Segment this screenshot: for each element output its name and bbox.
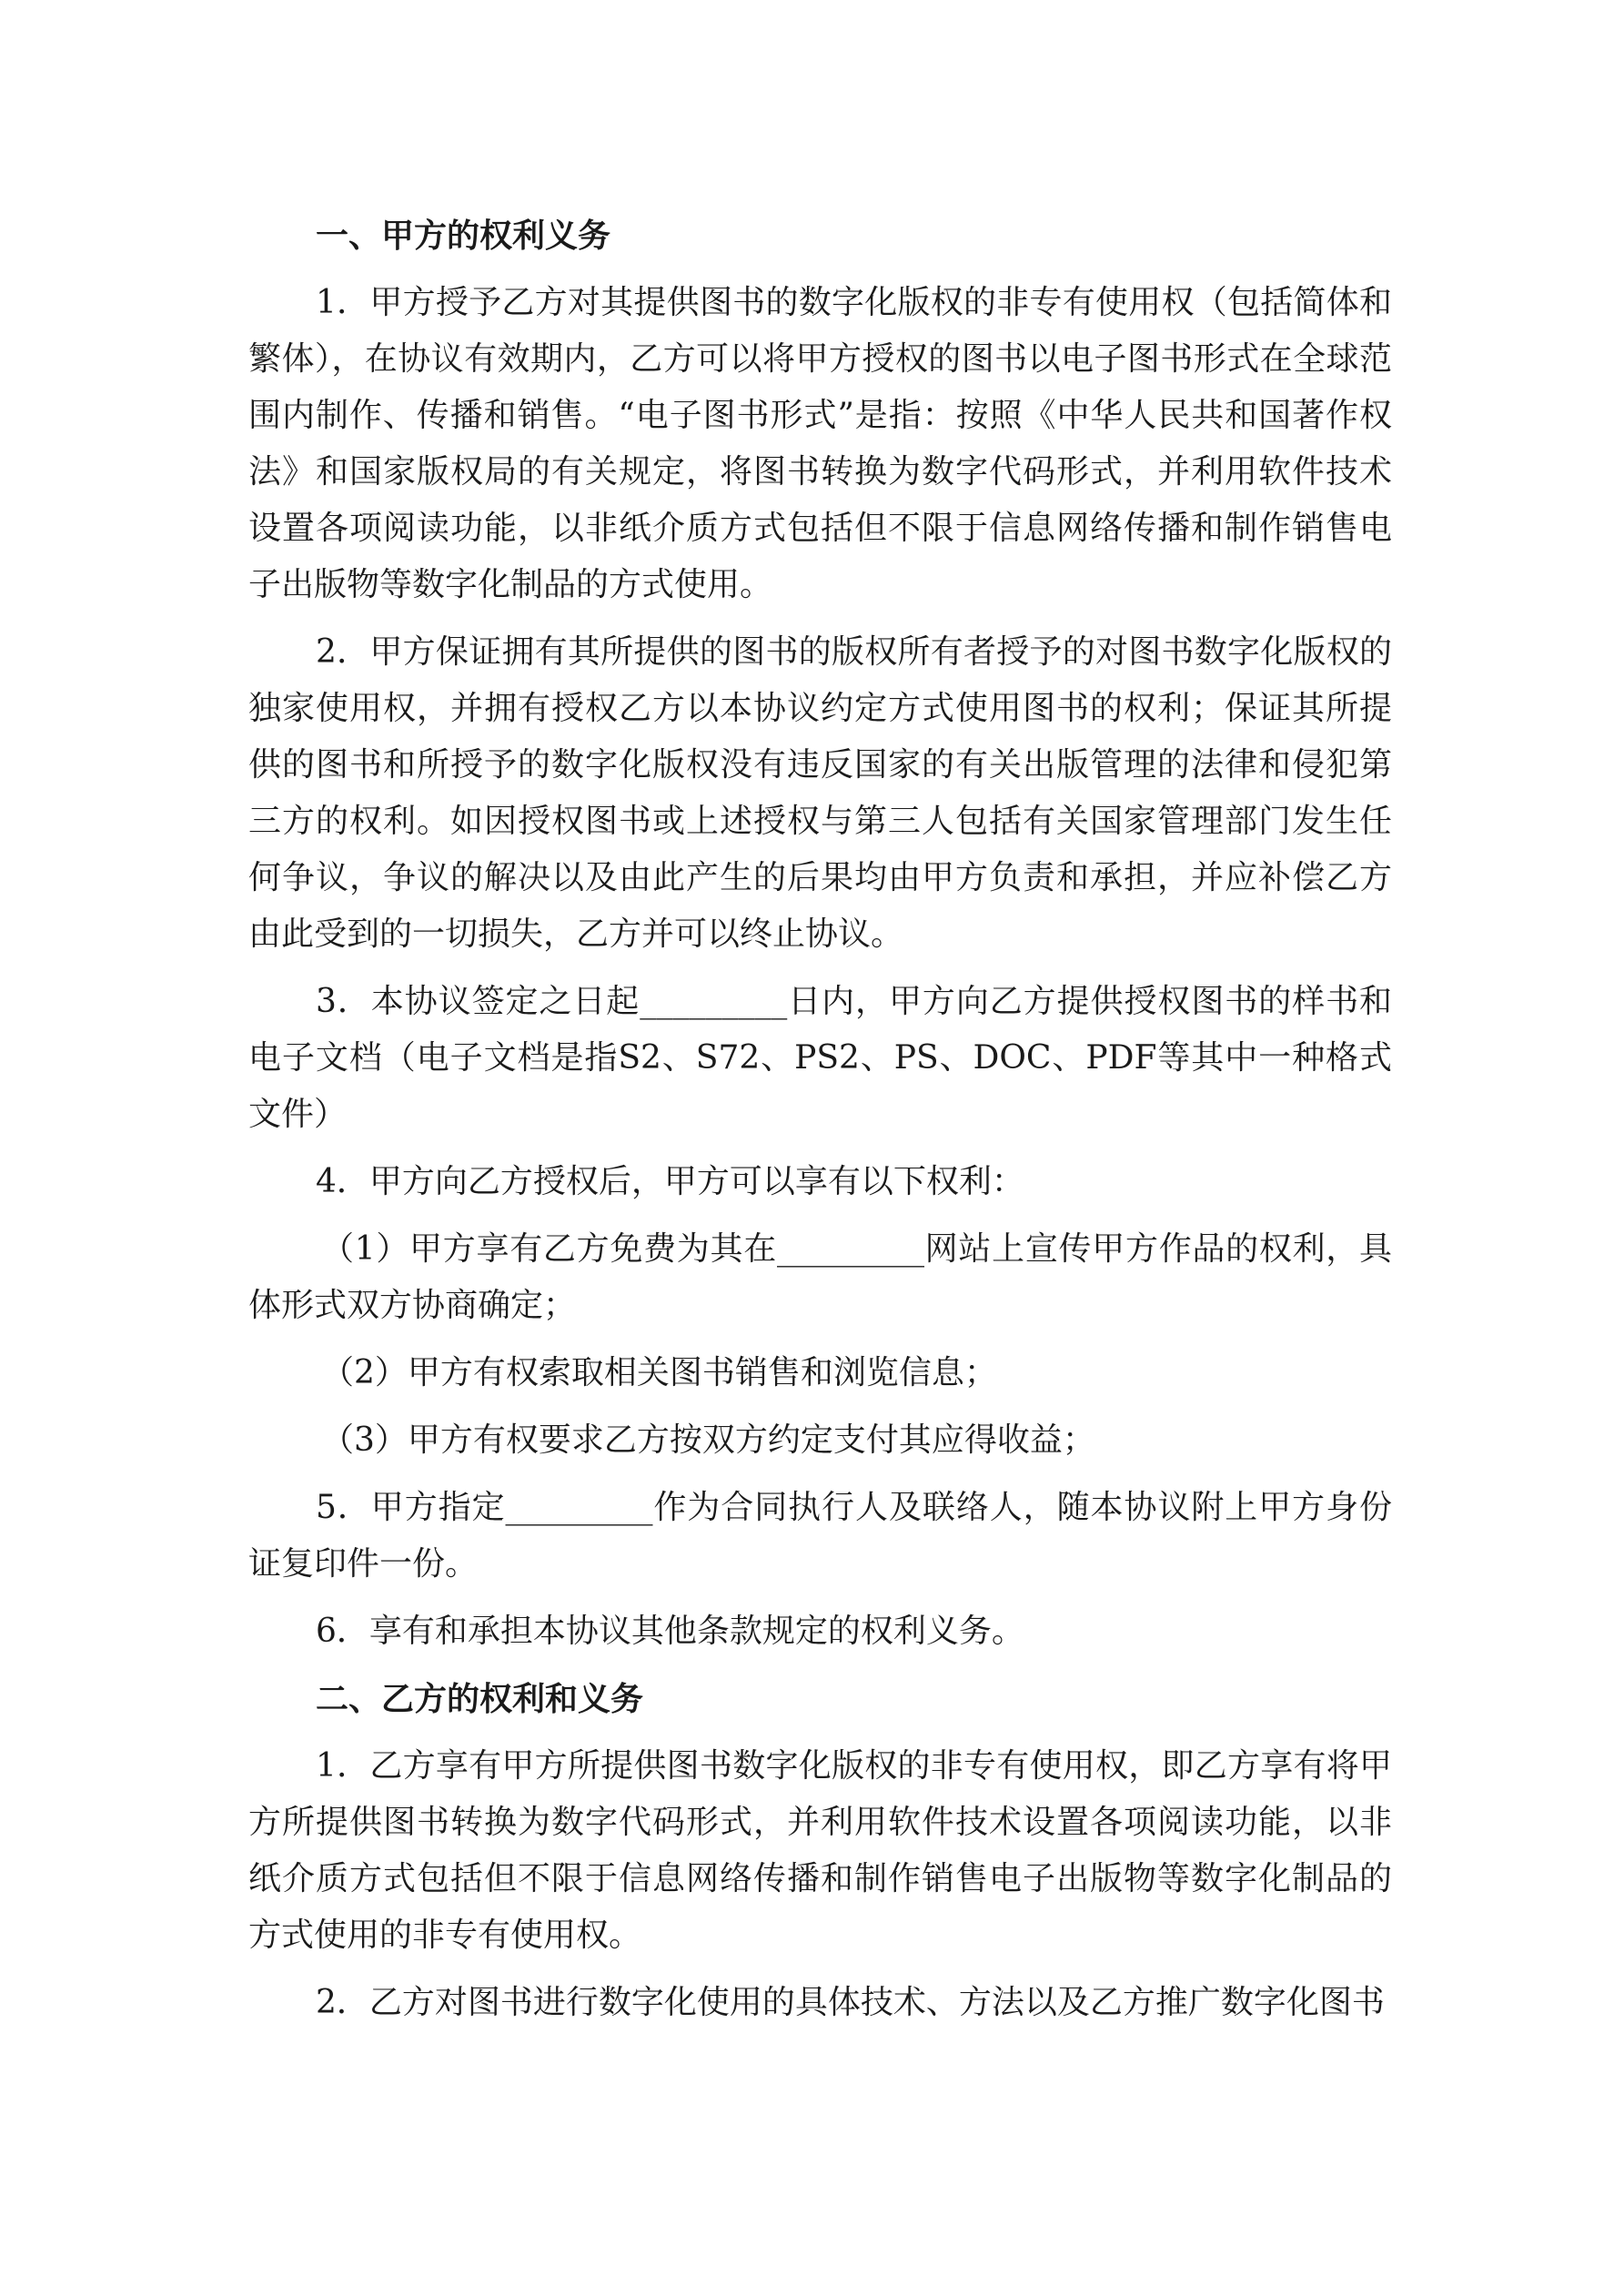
- clause-a5: 5．甲方指定_________作为合同执行人及联络人，随本协议附上甲方身份证复印件一份。: [248, 1489, 1392, 1583]
- clause-a4-sub3: （3）甲方有权要求乙方按双方约定支付其应得收益；: [321, 1421, 1095, 1459]
- section-heading-party-a: 一、甲方的权利义务: [316, 217, 611, 255]
- clause-a1: 1．甲方授予乙方对其提供图书的数字化版权的非专有使用权（包括简体和繁体），在协议有效期内，乙方可以将甲方授权的图书以电子图书形式在全球范围内制作、传播和销售。“电子图书形式”是指：按照《中华人民共和国著作权法》和国家版权局的有关规定，将图书转换为数字代码形式，并利用软件技术设置各项阅读功能，以非纸介质方式包括但不限于信息网络传播和制作销售电子出版物等数字化制品的方式使用。: [248, 284, 1392, 603]
- section-heading-party-b: 二、乙方的权利和义务: [316, 1680, 644, 1718]
- clause-b2: 2．乙方对图书进行数字化使用的具体技术、方法以及乙方推广数字化图书: [316, 1984, 1385, 2021]
- clause-a6: 6．享有和承担本协议其他条款规定的权利义务。: [316, 1613, 1024, 1650]
- clause-a3: 3．本协议签定之日起_________日内，甲方向乙方提供授权图书的样书和电子文档（电子文档是指S2、S72、PS2、PS、DOC、PDF等其中一种格式文件）: [248, 983, 1392, 1133]
- clause-a4-sub1: （1）甲方享有乙方免费为其在_________网站上宣传甲方作品的权利，具体形式双方协商确定；: [248, 1230, 1392, 1324]
- clause-a4: 4．甲方向乙方授权后，甲方可以享有以下权利：: [316, 1163, 1024, 1200]
- clause-b1: 1．乙方享有甲方所提供图书数字化版权的非专有使用权，即乙方享有将甲方所提供图书转换为数字代码形式，并利用软件技术设置各项阅读功能，以非纸介质方式包括但不限于信息网络传播和制作销售电子出版物等数字化制品的方式使用的非专有使用权。: [248, 1747, 1392, 1954]
- clause-a2: 2．甲方保证拥有其所提供的图书的版权所有者授予的对图书数字化版权的独家使用权，并拥有授权乙方以本协议约定方式使用图书的权利；保证其所提供的图书和所授予的数字化版权没有违反国家的有关出版管理的法律和侵犯第三方的权利。如因授权图书或上述授权与第三人包括有关国家管理部门发生任何争议，争议的解决以及由此产生的后果均由甲方负责和承担，并应补偿乙方由此受到的一切损失，乙方并可以终止协议。: [248, 633, 1392, 953]
- clause-a4-sub2: （2）甲方有权索取相关图书销售和浏览信息；: [321, 1354, 997, 1391]
- document-body: [248, 207, 1392, 2042]
